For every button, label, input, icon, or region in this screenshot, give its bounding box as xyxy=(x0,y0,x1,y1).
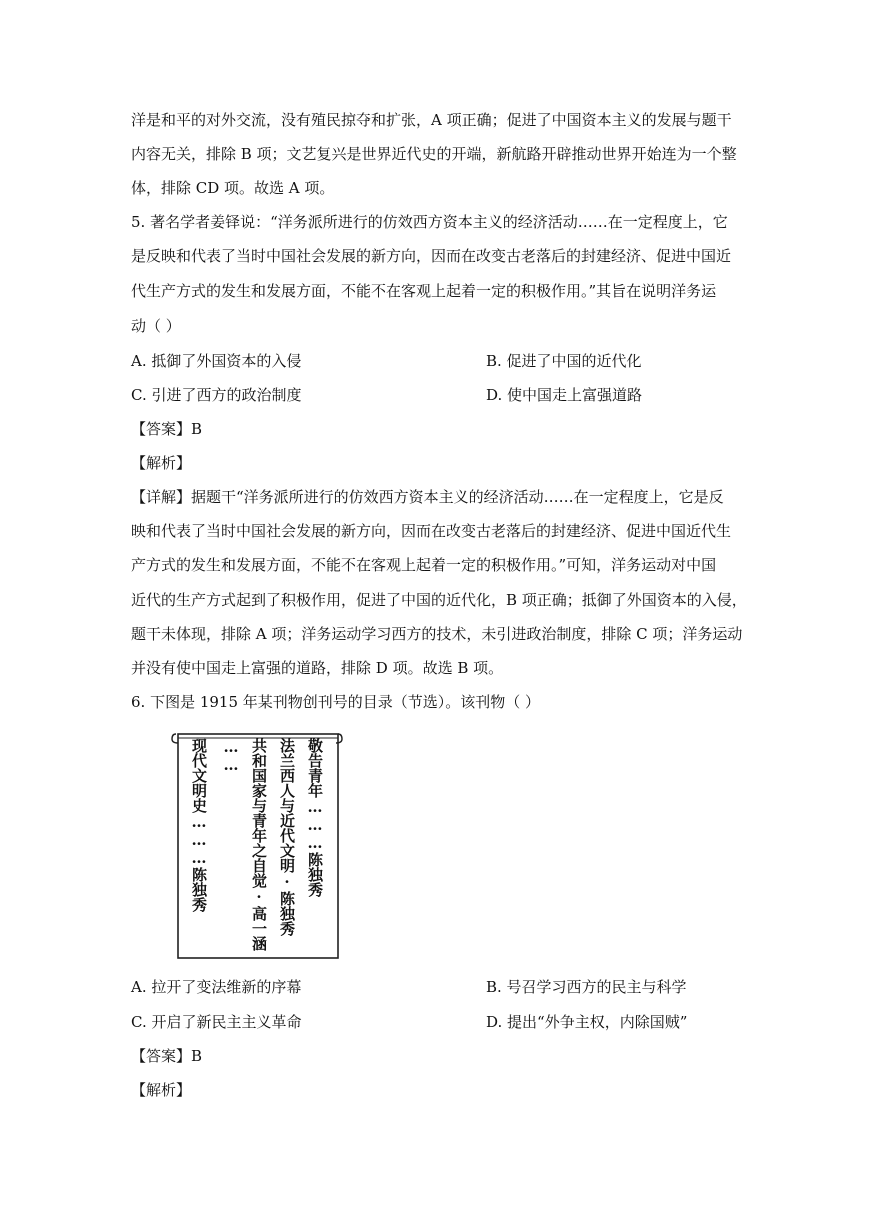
contents-entry-1: 敬告青年………陈独秀 xyxy=(306,738,324,897)
prev-analysis-line-1: 洋是和平的对外交流，没有殖民掠夺和扩张，A 项正确；促进了中国资本主义的发展与题干 xyxy=(131,111,732,129)
q5-answer: 【答案】B xyxy=(131,420,203,438)
contents-entry-5: 现代文明史………陈独秀 xyxy=(190,738,208,912)
q5-analysis-label: 【解析】 xyxy=(131,454,192,472)
q5-option-c: C. 引进了西方的政治制度 xyxy=(131,386,302,404)
prev-analysis-line-2: 内容无关，排除 B 项；文艺复兴是世界近代史的开端，新航路开辟推动世界开始连为一个整 xyxy=(131,145,737,163)
q5-detail-line-4: 近代的生产方式起到了积极作用，促进了中国的近代化，B 项正确；抵御了外国资本的入侵， xyxy=(131,591,747,609)
q5-detail-line-1: 【详解】据题干“洋务派所进行的仿效西方资本主义的经济活动……在一定程度上，它是反 xyxy=(131,488,724,506)
q5-detail-line-3: 产方式的发生和发展方面，不能不在客观上起着一定的积极作用。”可知，洋务运动对中国 xyxy=(131,556,717,574)
q5-detail-line-5: 题干未体现，排除 A 项；洋务运动学习西方的技术，未引进政治制度，排除 C 项；洋务运动 xyxy=(131,625,743,643)
contents-entry-3: 共和国家与青年之自觉·高一涵 xyxy=(250,738,268,951)
contents-entry-2: 法兰西人与近代文明·陈独秀 xyxy=(278,738,296,936)
q6-option-c: C. 开启了新民主主义革命 xyxy=(131,1013,302,1031)
q5-option-d: D. 使中国走上富强道路 xyxy=(486,386,643,404)
q6-option-b: B. 号召学习西方的民主与科学 xyxy=(486,978,687,996)
magazine-contents-figure xyxy=(170,730,344,962)
q6-option-a: A. 拉开了变法维新的序幕 xyxy=(131,978,302,996)
q5-option-a: A. 抵御了外国资本的入侵 xyxy=(131,352,302,370)
contents-ellipsis: …… xyxy=(222,738,240,774)
q5-stem-line-2: 是反映和代表了当时中国社会发展的新方向，因而在改变古老落后的封建经济、促进中国近 xyxy=(131,247,732,265)
q5-detail-line-6: 并没有使中国走上富强的道路，排除 D 项。故选 B 项。 xyxy=(131,659,504,677)
q6-answer: 【答案】B xyxy=(131,1047,203,1065)
prev-analysis-line-3: 体，排除 CD 项。故选 A 项。 xyxy=(131,179,335,197)
q5-detail-line-2: 映和代表了当时中国社会发展的新方向，因而在改变古老落后的封建经济、促进中国近代生 xyxy=(131,522,732,540)
q6-option-d: D. 提出“外争主权，内除国贼” xyxy=(486,1013,688,1031)
q5-stem-line-3: 代生产方式的发生和发展方面，不能不在客观上起着一定的积极作用。”其旨在说明洋务运 xyxy=(131,282,717,300)
q5-stem-line-4: 动（ ） xyxy=(131,317,181,335)
q5-option-b: B. 促进了中国的近代化 xyxy=(486,352,642,370)
q6-stem: 6. 下图是 1915 年某刊物创刊号的目录（节选）。该刊物（ ） xyxy=(131,693,541,711)
q6-analysis-label: 【解析】 xyxy=(131,1081,192,1099)
q5-stem-line-1: 5. 著名学者姜铎说：“洋务派所进行的仿效西方资本主义的经济活动……在一定程度上，它 xyxy=(131,213,728,231)
